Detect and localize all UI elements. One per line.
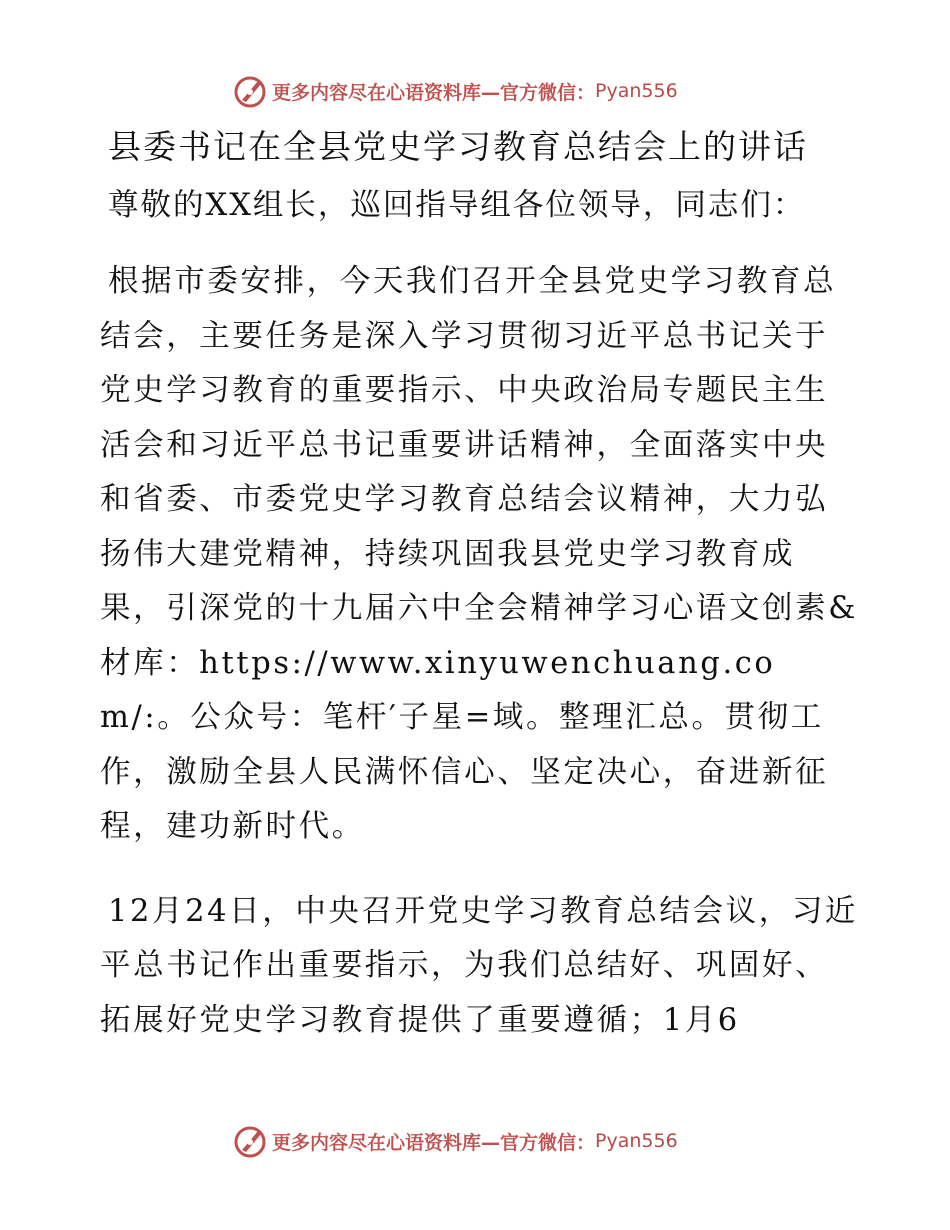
- watermark-text: 更多内容尽在心语资料库—官方微信：: [272, 81, 596, 104]
- document-title: 县委书记在全县党史学习教育总结会上的讲话: [108, 127, 808, 166]
- paragraph-2: 12月24日，中央召开党史学习教育总结会议，习近平总书记作出重要指示，为我们总结好、巩固好、拓展好党史学习教育提供了重要遵循；1月6: [100, 893, 859, 1038]
- salutation: 尊敬的XX组长，巡回指导组各位领导，同志们：: [108, 188, 806, 223]
- document-body: [100, 125, 860, 1048]
- watermark-text: 更多内容尽在心语资料库—官方微信：: [272, 1131, 596, 1154]
- paragraph-1: 根据市委安排，今天我们召开全县党史学习教育总结会，主要任务是深入学习贯彻习近平总书记关于党史学习教育的重要指示、中央政治局专题民主生活会和习近平总书记重要讲话精神，全面落实中央和省委、市委党史学习教育总结会议精神，大力弘扬伟大建党精神，持续巩固我县党史学习教育成果，引深党的十九届六中全会精神学习心语文创素&材库：https://www.xinyuwenchuang.com/:。公众号：笔杆′子星=域。整理汇总。贯彻工作，激励全县人民满怀信心、坚定决心，奋进新征程，建功新时代。: [100, 264, 858, 844]
- watermark-banner-bottom: [232, 1121, 678, 1161]
- watermark-wechat-id: Pyan556: [595, 1130, 678, 1152]
- quill-pen-logo-icon: [232, 73, 268, 109]
- watermark-wechat-id: Pyan556: [595, 80, 678, 102]
- quill-pen-logo-icon: [232, 1123, 268, 1159]
- watermark-banner-top: [232, 71, 678, 111]
